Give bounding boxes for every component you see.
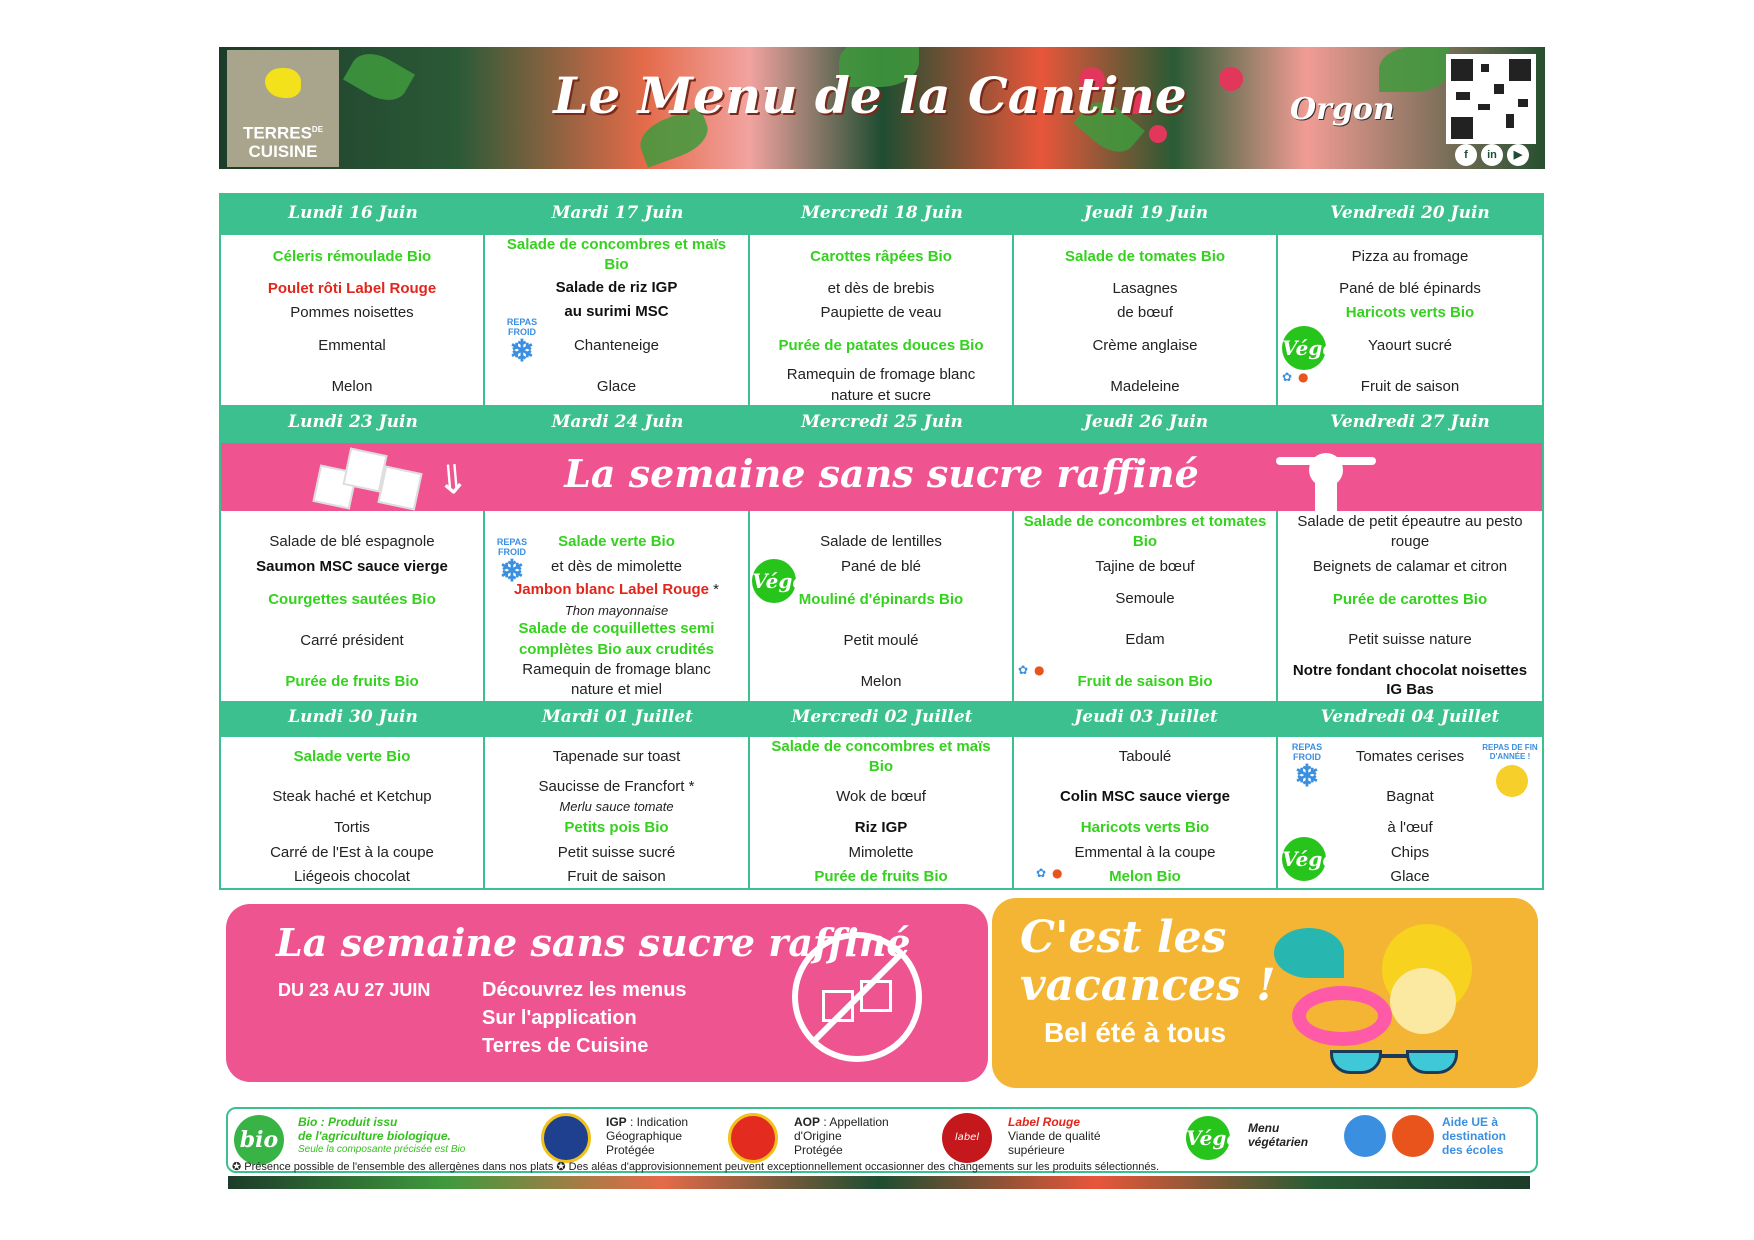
- day-mardi-24: Mardi 24 Juin: [551, 412, 684, 432]
- week1-mardi: [485, 235, 750, 405]
- legend-ue-line2: destination: [1442, 1129, 1507, 1143]
- logo-de: DE: [311, 125, 324, 135]
- menu-item: Tortis: [334, 819, 370, 836]
- legend-label-rouge: [1008, 1115, 1101, 1157]
- school-program-icon: ✿: [1018, 663, 1029, 677]
- snowflake-icon: ❄: [509, 335, 535, 368]
- vacation-title-line1: C'est les: [1020, 912, 1227, 963]
- menu-item: Salade verte Bio: [293, 748, 411, 765]
- day-lundi-23: Lundi 23 Juin: [288, 412, 418, 432]
- bio-logo-icon: bio: [234, 1115, 284, 1165]
- legend-lr-line2: Viande de qualité: [1008, 1129, 1101, 1143]
- menu-item: Saucisse de Francfort *: [538, 778, 695, 795]
- menu-item: à l'œuf: [1387, 819, 1433, 836]
- legend-igp-line3: Protégée: [606, 1143, 655, 1157]
- vege-badge: Végé: [1282, 326, 1326, 370]
- menu-item: Petits pois Bio: [564, 819, 669, 836]
- menu-item: Tajine de bœuf: [1095, 558, 1195, 575]
- menu-item-alt: Merlu sauce tomate: [559, 799, 674, 814]
- youtube-icon[interactable]: ▶: [1507, 144, 1529, 166]
- menu-item: Salade de concombres et maïs: [506, 236, 727, 253]
- menu-item: Semoule: [1115, 590, 1175, 607]
- menu-item: Liégeois chocolat: [294, 868, 410, 885]
- no-sugar-icon: [792, 932, 922, 1062]
- week2-row: [221, 511, 1542, 701]
- week3-vendredi: [1278, 737, 1542, 888]
- menu-item-alt: Thon mayonnaise: [564, 603, 669, 618]
- menu-item: Melon: [331, 378, 373, 395]
- menu-item: Céleris rémoulade Bio: [272, 248, 432, 265]
- qr-code[interactable]: [1446, 54, 1536, 144]
- arrow-down-icon: ⇘: [425, 449, 481, 507]
- day-jeudi-19: Jeudi 19 Juin: [1083, 203, 1209, 223]
- menu-item: Carré président: [300, 632, 404, 649]
- legend-lr-line3: supérieure: [1008, 1143, 1065, 1157]
- menu-item: Bio: [1132, 533, 1158, 550]
- menu-item: Purée de fruits Bio: [285, 673, 419, 690]
- menu-item: Edam: [1125, 631, 1165, 648]
- fruit-program-logo-icon: [1392, 1115, 1434, 1157]
- linkedin-icon[interactable]: in: [1481, 144, 1503, 166]
- menu-item: Bio: [604, 256, 629, 273]
- week3-jeudi: [1014, 737, 1278, 888]
- page-title: Le Menu de la Cantine: [553, 66, 1187, 125]
- menu-item: nature et sucre: [830, 387, 932, 404]
- legend-aop-title: AOP: [794, 1115, 821, 1129]
- band-title: La semaine sans sucre raffiné: [564, 451, 1199, 496]
- menu-item: Emmental: [318, 337, 386, 354]
- week2-jeudi: [1014, 511, 1278, 701]
- panel-line1: Découvrez les menus: [482, 979, 687, 1001]
- menu-item: [485, 581, 748, 599]
- menu-item: et dès de brebis: [827, 280, 935, 297]
- school-program-icon: ✿: [1036, 866, 1047, 880]
- day-jeudi-26: Jeudi 26 Juin: [1083, 412, 1209, 432]
- bird-icon: [265, 68, 301, 98]
- menu-item: Taboulé: [1118, 748, 1172, 765]
- legend-vege-title: Menu: [1248, 1121, 1280, 1135]
- menu-item: Glace: [596, 378, 637, 395]
- vege-logo-icon: Végé: [1186, 1116, 1230, 1160]
- menu-item: Bio: [868, 758, 894, 775]
- menu-item: Pané de blé: [840, 558, 922, 575]
- snowflake-icon: ❄: [1294, 760, 1320, 793]
- menu-item: Bagnat: [1386, 788, 1434, 805]
- day-vendredi-20: Vendredi 20 Juin: [1330, 203, 1490, 223]
- menu-item: Beignets de calamar et citron: [1312, 558, 1508, 575]
- panel-title: La semaine sans sucre raffiné: [276, 920, 911, 965]
- week1-vendredi: [1278, 235, 1542, 405]
- week1-row: [221, 235, 1542, 405]
- day-vendredi-04: Vendredi 04 Juillet: [1320, 707, 1500, 727]
- day-jeudi-03: Jeudi 03 Juillet: [1074, 707, 1218, 727]
- fruit-icon: ●: [1052, 866, 1063, 880]
- day-mercredi-02: Mercredi 02 Juillet: [791, 707, 973, 727]
- menu-item: Salade de riz IGP: [555, 279, 678, 296]
- legend-aop: [794, 1115, 889, 1157]
- menu-item: Mimolette: [848, 844, 914, 861]
- menu-item: complètes Bio aux crudités: [518, 641, 715, 658]
- week1-header: [221, 195, 1542, 235]
- day-mercredi-25: Mercredi 25 Juin: [801, 412, 963, 432]
- menu-item: Fruit de saison: [1360, 378, 1460, 395]
- menu-item: Mouliné d'épinards Bio: [798, 591, 964, 608]
- week1-jeudi: [1014, 235, 1278, 405]
- legend-ue-line1: Aide UE à: [1442, 1115, 1499, 1129]
- week2-header: [221, 405, 1542, 443]
- town-name: Orgon: [1290, 92, 1395, 127]
- menu-item: Melon Bio: [1109, 868, 1181, 885]
- legend-igp-line2: Géographique: [606, 1129, 683, 1143]
- sugar-free-week-panel: [226, 904, 988, 1082]
- repas-fin-annee-label: REPAS DE FIN D'ANNÉE !: [1482, 743, 1538, 761]
- menu-item: Salade de lentilles: [820, 533, 942, 550]
- menu-item: Fruit de saison Bio: [1077, 673, 1213, 690]
- fruit-icon: ●: [1034, 663, 1045, 677]
- menu-item: Fruit de saison: [567, 868, 666, 885]
- menu-item: Wok de bœuf: [836, 788, 926, 805]
- legend-igp: [606, 1115, 688, 1157]
- week2-mardi: [485, 511, 750, 701]
- menu-item: Yaourt sucré: [1368, 337, 1452, 354]
- school-program-logo-icon: [1344, 1115, 1386, 1157]
- legend-aop-line3: Protégée: [794, 1143, 843, 1157]
- menu-item: Pizza au fromage: [1351, 248, 1469, 265]
- menu-item: Petit suisse nature: [1348, 631, 1472, 648]
- repas-froid-label: REPAS FROID: [1291, 742, 1323, 762]
- menu-item: Chanteneige: [573, 337, 660, 354]
- menu-item: Paupiette de veau: [820, 304, 942, 321]
- aop-logo-icon: [728, 1113, 778, 1163]
- week3-header: [221, 701, 1542, 737]
- sunglasses-icon: [1330, 1050, 1460, 1074]
- day-mardi-01: Mardi 01 Juillet: [541, 707, 694, 727]
- week2-vendredi: [1278, 511, 1542, 701]
- menu-item: Lasagnes: [1112, 280, 1178, 297]
- day-mercredi-18: Mercredi 18 Juin: [801, 203, 963, 223]
- school-program-icon: ✿: [1282, 370, 1293, 384]
- menu-item: IG Bas: [1386, 681, 1434, 698]
- legend-lr-title: Label Rouge: [1008, 1115, 1081, 1129]
- menu-item: Salade verte Bio: [558, 533, 675, 550]
- menu-item: Saumon MSC sauce vierge: [256, 558, 448, 575]
- menu-item: Salade de tomates Bio: [1064, 248, 1226, 265]
- menu-item: Carré de l'Est à la coupe: [270, 844, 434, 861]
- footer-note: ✪ Présence possible de l'ensemble des allergènes dans nos plats ✪ Des aléas d'approvisionnement peuvent exceptionnellement occasionner des changements sur les produits sélectionnés.: [232, 1161, 1160, 1173]
- vacation-subtitle: Bel été à tous: [1044, 1017, 1227, 1048]
- menu-item: Ramequin de fromage blanc: [522, 661, 711, 678]
- legend-igp-title: IGP: [606, 1115, 627, 1129]
- menu-item: Purée de carottes Bio: [1332, 591, 1488, 608]
- menu-item: Melon: [860, 673, 902, 690]
- day-lundi-30: Lundi 30 Juin: [288, 707, 418, 727]
- week2-lundi: [221, 511, 485, 701]
- menu-item: Riz IGP: [854, 819, 908, 836]
- vege-badge: Végé: [752, 559, 796, 603]
- legend-vege: [1248, 1121, 1308, 1149]
- logo-line2: CUISINE: [248, 142, 318, 161]
- menu-item: au surimi MSC: [564, 303, 669, 320]
- legend-igp-rest: : Indication: [626, 1115, 689, 1129]
- sugar-free-week-band: [221, 443, 1542, 511]
- menu-item: nature et miel: [571, 681, 662, 698]
- menu-item: Pommes noisettes: [290, 304, 414, 321]
- menu-item: rouge: [1390, 533, 1430, 550]
- terres-de-cuisine-logo: [227, 50, 339, 167]
- menu-item: Petit suisse sucré: [557, 844, 676, 861]
- day-vendredi-27: Vendredi 27 Juin: [1330, 412, 1490, 432]
- menu-item: de bœuf: [1117, 304, 1173, 321]
- menu-item: Pané de blé épinards: [1339, 280, 1481, 297]
- menu-item: Haricots verts Bio: [1345, 304, 1475, 321]
- snowflake-icon: ❄: [499, 555, 525, 588]
- menu-item: Steak haché et Ketchup: [272, 788, 432, 805]
- panel-line2: Sur l'application: [482, 1007, 637, 1029]
- menu-item-text: Jambon blanc Label Rouge: [513, 581, 709, 598]
- igp-logo-icon: [541, 1113, 591, 1163]
- legend-bio-title: Bio: [298, 1115, 318, 1129]
- menu-item: Salade de petit épeautre au pesto: [1297, 513, 1523, 530]
- panel-line3: Terres de Cuisine: [482, 1035, 649, 1057]
- vacation-panel: [992, 898, 1538, 1088]
- day-lundi-16: Lundi 16 Juin: [288, 203, 418, 223]
- menu-item: et dès de mimolette: [551, 558, 682, 575]
- menu-item: Ramequin de fromage blanc: [786, 366, 976, 383]
- week1-lundi: [221, 235, 485, 405]
- menu-item: Salade de concombres et tomates: [1023, 513, 1267, 530]
- legend-ue: [1442, 1115, 1506, 1157]
- menu-item: Salade de blé espagnole: [269, 533, 435, 550]
- week2-mercredi: [750, 511, 1014, 701]
- facebook-icon[interactable]: f: [1455, 144, 1477, 166]
- menu-item: Tomates cerises: [1355, 748, 1465, 765]
- menu-item: Purée de patates douces Bio: [778, 337, 984, 354]
- legend-bio: [298, 1115, 465, 1157]
- menu-item: Colin MSC sauce vierge: [1059, 788, 1231, 805]
- menu-item: Salade de concombres et maïs: [771, 738, 991, 755]
- flower-icon: [1390, 968, 1456, 1034]
- social-links: [1452, 144, 1532, 166]
- flamingo-float-icon: [1292, 986, 1392, 1046]
- wave-icon: [1274, 928, 1344, 978]
- legend-aop-line2: d'Origine: [794, 1129, 842, 1143]
- asterisk-note: *: [713, 581, 720, 598]
- menu-item: Haricots verts Bio: [1080, 819, 1210, 836]
- repas-froid-label: REPAS FROID: [506, 317, 538, 337]
- menu-item: Salade de coquillettes semi: [518, 620, 715, 637]
- vacation-title-line2: vacances !: [1020, 960, 1276, 1011]
- footer-decoration: [228, 1176, 1530, 1189]
- logo-line1: TERRES: [242, 124, 312, 143]
- label-rouge-logo-icon: label: [942, 1113, 992, 1163]
- repas-froid-label: REPAS FROID: [496, 537, 528, 557]
- menu-item: Poulet rôti Label Rouge: [267, 280, 437, 297]
- menu-item: Glace: [1390, 868, 1430, 885]
- day-mardi-17: Mardi 17 Juin: [551, 203, 684, 223]
- vege-badge: Végé: [1282, 837, 1326, 881]
- menu-item: Emmental à la coupe: [1074, 844, 1216, 861]
- legend-ue-line3: des écoles: [1442, 1143, 1504, 1157]
- menu-item: Notre fondant chocolat noisettes: [1292, 662, 1528, 679]
- legend-bio-rest: : Produit issu: [317, 1115, 398, 1129]
- menu-item: Petit moulé: [843, 632, 919, 649]
- week3-mardi: [485, 737, 750, 888]
- menu-item: Crème anglaise: [1092, 337, 1198, 354]
- menu-item: Purée de fruits Bio: [814, 868, 948, 885]
- panel-dates: DU 23 AU 27 JUIN: [278, 980, 431, 1000]
- legend-bio-line3: Seule la composante précisée est Bio: [298, 1144, 466, 1155]
- menu-item: Carottes râpées Bio: [810, 248, 952, 265]
- week3-mercredi: [750, 737, 1014, 888]
- fruit-icon: ●: [1298, 370, 1309, 384]
- menu-item: Courgettes sautées Bio: [268, 591, 436, 608]
- week1-mercredi: [750, 235, 1014, 405]
- legend-vege-line2: végétarien: [1248, 1135, 1309, 1149]
- legend-aop-rest: : Appellation: [820, 1115, 889, 1129]
- week3-lundi: [221, 737, 485, 888]
- week3-row: [221, 737, 1542, 888]
- menu-item: Chips: [1390, 844, 1430, 861]
- menu-item: Tapenade sur toast: [552, 748, 681, 765]
- cheering-person-icon: [1271, 447, 1381, 507]
- menu-item: Madeleine: [1110, 378, 1180, 395]
- legend-bio-line2: de l'agriculture biologique.: [298, 1129, 451, 1143]
